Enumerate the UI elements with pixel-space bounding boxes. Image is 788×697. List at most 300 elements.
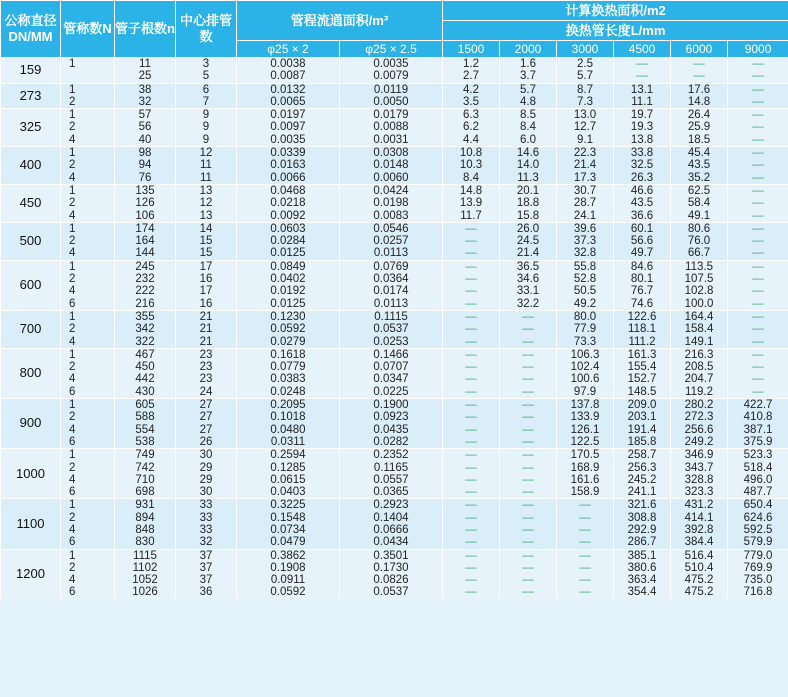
area-3000-cell: 158.9 — [557, 486, 614, 499]
area-6000-cell: 208.5 — [671, 361, 728, 373]
area-2000-cell: — — [500, 512, 557, 524]
table-row — [1, 386, 788, 399]
flow-area-2-5-cell: 0.1165 — [340, 462, 443, 474]
table-row — [1, 58, 788, 71]
area-6000-cell: 100.0 — [671, 298, 728, 311]
area-9000-cell: — — [728, 184, 788, 197]
pass-count-cell: 2 — [61, 361, 115, 373]
area-6000-cell: 256.6 — [671, 424, 728, 436]
center-tubes-cell: 12 — [176, 147, 237, 160]
table-row — [1, 336, 788, 349]
area-6000-cell: 431.2 — [671, 499, 728, 512]
center-tubes-cell: 11 — [176, 159, 237, 171]
area-3000-cell: 32.8 — [557, 247, 614, 260]
tube-count-cell: 322 — [115, 336, 176, 349]
table-row — [1, 424, 788, 436]
flow-area-2-5-cell: 0.0060 — [340, 172, 443, 185]
center-tubes-cell: 23 — [176, 373, 237, 385]
center-tubes-cell: 26 — [176, 436, 237, 449]
pass-count-cell: 4 — [61, 424, 115, 436]
flow-area-2-5-cell: 0.0537 — [340, 586, 443, 598]
tube-count-cell: 164 — [115, 235, 176, 247]
area-6000-cell: 119.2 — [671, 386, 728, 399]
pass-count-cell: 1 — [61, 184, 115, 197]
tube-count-cell: 216 — [115, 298, 176, 311]
area-1500-cell: — — [443, 524, 500, 536]
dn-cell: 900 — [1, 399, 61, 449]
area-6000-cell: 80.6 — [671, 222, 728, 235]
area-9000-cell: — — [728, 348, 788, 361]
center-tubes-cell: 27 — [176, 399, 237, 412]
pass-count-cell: 2 — [61, 273, 115, 285]
area-3000-cell: 9.1 — [557, 134, 614, 147]
area-2000-cell: 26.0 — [500, 222, 557, 235]
area-3000-cell: 137.8 — [557, 399, 614, 412]
area-2000-cell: 32.2 — [500, 298, 557, 311]
center-tubes-cell: 9 — [176, 109, 237, 122]
flow-area-2-cell: 0.1230 — [237, 310, 340, 323]
flow-area-2-5-cell: 0.0347 — [340, 373, 443, 385]
flow-area-2-5-cell: 0.0707 — [340, 361, 443, 373]
area-4500-cell: 321.6 — [614, 499, 671, 512]
tube-count-cell: 126 — [115, 197, 176, 209]
area-4500-cell: 203.1 — [614, 411, 671, 423]
flow-area-2-cell: 0.0197 — [237, 109, 340, 122]
area-6000-cell: 516.4 — [671, 549, 728, 562]
tube-count-cell: 710 — [115, 474, 176, 486]
pass-count-cell: 1 — [61, 222, 115, 235]
area-2000-cell: — — [500, 486, 557, 499]
center-tubes-cell: 16 — [176, 273, 237, 285]
area-6000-cell: 58.4 — [671, 197, 728, 209]
area-3000-cell: 133.9 — [557, 411, 614, 423]
tube-count-cell: 538 — [115, 436, 176, 449]
flow-area-2-cell: 0.0603 — [237, 222, 340, 235]
header-tube-count: 管子根数n — [115, 1, 176, 58]
table-row — [1, 310, 788, 323]
area-1500-cell: — — [443, 247, 500, 260]
table-row — [1, 222, 788, 235]
flow-area-2-cell: 0.0087 — [237, 70, 340, 83]
area-6000-cell: 62.5 — [671, 184, 728, 197]
area-6000-cell: 272.3 — [671, 411, 728, 423]
flow-area-2-cell: 0.0125 — [237, 298, 340, 311]
flow-area-2-5-cell: 0.0364 — [340, 273, 443, 285]
tube-count-cell: 38 — [115, 83, 176, 96]
area-2000-cell: — — [500, 373, 557, 385]
area-3000-cell: 12.7 — [557, 121, 614, 133]
flow-area-2-5-cell: 0.0179 — [340, 109, 443, 122]
area-3000-cell: 55.8 — [557, 260, 614, 273]
pass-count-cell: 4 — [61, 336, 115, 349]
area-2000-cell: 34.6 — [500, 273, 557, 285]
area-2000-cell: — — [500, 449, 557, 462]
center-tubes-cell: 27 — [176, 411, 237, 423]
table-row — [1, 235, 788, 247]
area-6000-cell: — — [671, 58, 728, 71]
table-row — [1, 562, 788, 574]
tube-count-cell: 749 — [115, 449, 176, 462]
table-row — [1, 184, 788, 197]
flow-area-2-cell: 0.0035 — [237, 134, 340, 147]
area-1500-cell: — — [443, 411, 500, 423]
tube-count-cell: 450 — [115, 361, 176, 373]
pass-count-cell: 6 — [61, 386, 115, 399]
center-tubes-cell: 23 — [176, 348, 237, 361]
area-3000-cell: — — [557, 549, 614, 562]
table-row — [1, 260, 788, 273]
table-row — [1, 147, 788, 160]
area-9000-cell: — — [728, 109, 788, 122]
flow-area-2-5-cell: 0.0225 — [340, 386, 443, 399]
pass-count-cell: 1 — [61, 109, 115, 122]
flow-area-2-5-cell: 0.0424 — [340, 184, 443, 197]
flow-area-2-cell: 0.0192 — [237, 285, 340, 297]
pass-count-cell: 2 — [61, 159, 115, 171]
table-row — [1, 83, 788, 96]
area-3000-cell: 161.6 — [557, 474, 614, 486]
table-row — [1, 474, 788, 486]
area-6000-cell: 164.4 — [671, 310, 728, 323]
flow-area-2-5-cell: 0.3501 — [340, 549, 443, 562]
flow-area-2-5-cell: 0.1404 — [340, 512, 443, 524]
area-9000-cell: — — [728, 298, 788, 311]
area-9000-cell: — — [728, 323, 788, 335]
tube-count-cell: 698 — [115, 486, 176, 499]
area-1500-cell: 11.7 — [443, 210, 500, 223]
area-6000-cell: 66.7 — [671, 247, 728, 260]
flow-area-2-cell: 0.0038 — [237, 58, 340, 71]
area-1500-cell: — — [443, 348, 500, 361]
area-9000-cell: — — [728, 210, 788, 223]
flow-area-2-5-cell: 0.0079 — [340, 70, 443, 83]
pass-count-cell: 1 — [61, 260, 115, 273]
flow-area-2-cell: 0.0284 — [237, 235, 340, 247]
tube-count-cell: 135 — [115, 184, 176, 197]
center-tubes-cell: 9 — [176, 134, 237, 147]
area-3000-cell: 30.7 — [557, 184, 614, 197]
area-6000-cell: 35.2 — [671, 172, 728, 185]
area-3000-cell: 73.3 — [557, 336, 614, 349]
area-4500-cell: 76.7 — [614, 285, 671, 297]
area-1500-cell: — — [443, 298, 500, 311]
flow-area-2-cell: 0.0097 — [237, 121, 340, 133]
area-3000-cell: — — [557, 586, 614, 598]
area-6000-cell: 45.4 — [671, 147, 728, 160]
table-row — [1, 512, 788, 524]
area-4500-cell: 308.8 — [614, 512, 671, 524]
area-9000-cell: 422.7 — [728, 399, 788, 412]
flow-area-2-5-cell: 0.0434 — [340, 536, 443, 549]
tube-count-cell: 94 — [115, 159, 176, 171]
area-6000-cell: 384.4 — [671, 536, 728, 549]
area-9000-cell: 375.9 — [728, 436, 788, 449]
area-9000-cell: — — [728, 260, 788, 273]
flow-area-2-5-cell: 0.0923 — [340, 411, 443, 423]
area-3000-cell: 8.7 — [557, 83, 614, 96]
area-2000-cell: — — [500, 499, 557, 512]
area-3000-cell: 49.2 — [557, 298, 614, 311]
area-9000-cell: 496.0 — [728, 474, 788, 486]
table-row — [1, 449, 788, 462]
table-row — [1, 574, 788, 586]
header-length: 2000 — [500, 41, 557, 58]
dn-cell: 500 — [1, 222, 61, 260]
pass-count-cell: 2 — [61, 197, 115, 209]
header-flow-area: 管程流通面积/m³ — [237, 1, 443, 41]
area-6000-cell: 249.2 — [671, 436, 728, 449]
area-9000-cell: 518.4 — [728, 462, 788, 474]
tube-count-cell: 342 — [115, 323, 176, 335]
area-4500-cell: 43.5 — [614, 197, 671, 209]
tube-count-cell: 11 — [115, 58, 176, 71]
flow-area-2-cell: 0.0468 — [237, 184, 340, 197]
tube-count-cell: 245 — [115, 260, 176, 273]
flow-area-2-5-cell: 0.0088 — [340, 121, 443, 133]
flow-area-2-5-cell: 0.0365 — [340, 486, 443, 499]
flow-area-2-5-cell: 0.1115 — [340, 310, 443, 323]
pass-count-cell: 2 — [61, 96, 115, 109]
pass-count-cell: 4 — [61, 574, 115, 586]
area-3000-cell: 80.0 — [557, 310, 614, 323]
area-4500-cell: 380.6 — [614, 562, 671, 574]
area-2000-cell: — — [500, 586, 557, 598]
pass-count-cell — [61, 70, 115, 83]
flow-area-2-5-cell: 0.0308 — [340, 147, 443, 160]
area-9000-cell: 779.0 — [728, 549, 788, 562]
table-row — [1, 586, 788, 598]
area-6000-cell: 43.5 — [671, 159, 728, 171]
flow-area-2-cell: 0.0383 — [237, 373, 340, 385]
flow-area-2-5-cell: 0.0257 — [340, 235, 443, 247]
center-tubes-cell: 33 — [176, 499, 237, 512]
area-1500-cell: — — [443, 399, 500, 412]
area-6000-cell: 113.5 — [671, 260, 728, 273]
flow-area-2-cell: 0.0066 — [237, 172, 340, 185]
area-2000-cell: 6.0 — [500, 134, 557, 147]
tube-count-cell: 605 — [115, 399, 176, 412]
header-heat-area: 计算换热面积/m2 — [443, 1, 788, 21]
area-1500-cell: 1.2 — [443, 58, 500, 71]
area-9000-cell: 650.4 — [728, 499, 788, 512]
center-tubes-cell: 11 — [176, 172, 237, 185]
area-4500-cell: 74.6 — [614, 298, 671, 311]
area-4500-cell: 185.8 — [614, 436, 671, 449]
area-9000-cell: — — [728, 70, 788, 83]
pass-count-cell: 2 — [61, 562, 115, 574]
center-tubes-cell: 29 — [176, 462, 237, 474]
area-2000-cell: — — [500, 549, 557, 562]
area-3000-cell: 50.5 — [557, 285, 614, 297]
flow-area-2-5-cell: 0.1466 — [340, 348, 443, 361]
area-3000-cell: 22.3 — [557, 147, 614, 160]
table-row — [1, 348, 788, 361]
area-4500-cell: 19.3 — [614, 121, 671, 133]
center-tubes-cell: 32 — [176, 536, 237, 549]
flow-area-2-5-cell: 0.0282 — [340, 436, 443, 449]
area-4500-cell: 152.7 — [614, 373, 671, 385]
area-1500-cell: 6.2 — [443, 121, 500, 133]
area-9000-cell: 769.9 — [728, 562, 788, 574]
area-6000-cell: 216.3 — [671, 348, 728, 361]
area-2000-cell: 15.8 — [500, 210, 557, 223]
pass-count-cell: 1 — [61, 310, 115, 323]
area-1500-cell: 13.9 — [443, 197, 500, 209]
flow-area-2-5-cell: 0.0435 — [340, 424, 443, 436]
center-tubes-cell: 36 — [176, 586, 237, 598]
center-tubes-cell: 30 — [176, 449, 237, 462]
area-2000-cell: — — [500, 574, 557, 586]
pass-count-cell: 2 — [61, 411, 115, 423]
area-3000-cell: 126.1 — [557, 424, 614, 436]
center-tubes-cell: 21 — [176, 336, 237, 349]
flow-area-2-5-cell: 0.1730 — [340, 562, 443, 574]
area-2000-cell: 14.0 — [500, 159, 557, 171]
area-3000-cell: — — [557, 536, 614, 549]
area-4500-cell: 148.5 — [614, 386, 671, 399]
flow-area-2-5-cell: 0.0546 — [340, 222, 443, 235]
table-row — [1, 210, 788, 223]
flow-area-2-cell: 0.0218 — [237, 197, 340, 209]
flow-area-2-cell: 0.0734 — [237, 524, 340, 536]
header-dn: 公称直径DN/MM — [1, 1, 61, 58]
tube-count-cell: 588 — [115, 411, 176, 423]
area-1500-cell: 14.8 — [443, 184, 500, 197]
center-tubes-cell: 33 — [176, 512, 237, 524]
flow-area-2-cell: 0.0163 — [237, 159, 340, 171]
area-2000-cell: 1.6 — [500, 58, 557, 71]
center-tubes-cell: 24 — [176, 386, 237, 399]
pass-count-cell: 6 — [61, 536, 115, 549]
flow-area-2-cell: 0.0779 — [237, 361, 340, 373]
area-9000-cell: — — [728, 134, 788, 147]
pass-count-cell: 4 — [61, 373, 115, 385]
area-1500-cell: — — [443, 386, 500, 399]
area-1500-cell: — — [443, 235, 500, 247]
flow-area-2-5-cell: 0.0198 — [340, 197, 443, 209]
tube-count-cell: 1115 — [115, 549, 176, 562]
dn-cell: 400 — [1, 147, 61, 185]
flow-area-2-5-cell: 0.0826 — [340, 574, 443, 586]
area-3000-cell: — — [557, 499, 614, 512]
area-2000-cell: 24.5 — [500, 235, 557, 247]
area-9000-cell: 410.8 — [728, 411, 788, 423]
flow-area-2-5-cell: 0.0174 — [340, 285, 443, 297]
center-tubes-cell: 33 — [176, 524, 237, 536]
table-row — [1, 197, 788, 209]
pass-count-cell: 2 — [61, 512, 115, 524]
flow-area-2-cell: 0.0065 — [237, 96, 340, 109]
area-2000-cell: — — [500, 310, 557, 323]
area-9000-cell: — — [728, 172, 788, 185]
tube-count-cell: 40 — [115, 134, 176, 147]
area-1500-cell: — — [443, 536, 500, 549]
dn-cell: 159 — [1, 58, 61, 84]
tube-count-cell: 76 — [115, 172, 176, 185]
area-4500-cell: 292.9 — [614, 524, 671, 536]
pass-count-cell: 1 — [61, 399, 115, 412]
area-4500-cell: 60.1 — [614, 222, 671, 235]
area-4500-cell: 49.7 — [614, 247, 671, 260]
area-3000-cell: 37.3 — [557, 235, 614, 247]
tube-count-cell: 830 — [115, 536, 176, 549]
pass-count-cell: 4 — [61, 134, 115, 147]
pass-count-cell: 2 — [61, 121, 115, 133]
area-4500-cell: 256.3 — [614, 462, 671, 474]
area-4500-cell: 46.6 — [614, 184, 671, 197]
flow-area-2-5-cell: 0.0035 — [340, 58, 443, 71]
table-row — [1, 524, 788, 536]
flow-area-2-cell: 0.0403 — [237, 486, 340, 499]
tube-count-cell: 57 — [115, 109, 176, 122]
area-4500-cell: — — [614, 70, 671, 83]
table-row — [1, 70, 788, 83]
flow-area-2-cell: 0.0849 — [237, 260, 340, 273]
area-1500-cell: — — [443, 474, 500, 486]
area-6000-cell: 14.8 — [671, 96, 728, 109]
center-tubes-cell: 17 — [176, 260, 237, 273]
header-flow-sub: φ25 × 2 — [237, 41, 340, 58]
flow-area-2-cell: 0.0279 — [237, 336, 340, 349]
area-2000-cell: — — [500, 348, 557, 361]
area-2000-cell: — — [500, 562, 557, 574]
area-3000-cell: 102.4 — [557, 361, 614, 373]
header-length: 6000 — [671, 41, 728, 58]
area-6000-cell: — — [671, 70, 728, 83]
area-4500-cell: 32.5 — [614, 159, 671, 171]
area-6000-cell: 18.5 — [671, 134, 728, 147]
center-tubes-cell: 3 — [176, 58, 237, 71]
area-1500-cell: — — [443, 486, 500, 499]
area-9000-cell: 716.8 — [728, 586, 788, 598]
area-2000-cell: 8.4 — [500, 121, 557, 133]
area-9000-cell: — — [728, 159, 788, 171]
area-1500-cell: — — [443, 336, 500, 349]
area-2000-cell: — — [500, 336, 557, 349]
area-3000-cell: 106.3 — [557, 348, 614, 361]
center-tubes-cell: 37 — [176, 549, 237, 562]
area-6000-cell: 414.1 — [671, 512, 728, 524]
flow-area-2-5-cell: 0.0557 — [340, 474, 443, 486]
area-1500-cell: — — [443, 499, 500, 512]
area-9000-cell: — — [728, 247, 788, 260]
area-9000-cell: 579.9 — [728, 536, 788, 549]
area-1500-cell: 3.5 — [443, 96, 500, 109]
area-3000-cell: 28.7 — [557, 197, 614, 209]
area-9000-cell: — — [728, 197, 788, 209]
area-9000-cell: 523.3 — [728, 449, 788, 462]
area-1500-cell: — — [443, 562, 500, 574]
flow-area-2-cell: 0.3225 — [237, 499, 340, 512]
area-9000-cell: — — [728, 58, 788, 71]
center-tubes-cell: 12 — [176, 197, 237, 209]
area-4500-cell: 36.6 — [614, 210, 671, 223]
dn-cell: 1200 — [1, 549, 61, 599]
table-row — [1, 486, 788, 499]
area-2000-cell: 20.1 — [500, 184, 557, 197]
table-row — [1, 172, 788, 185]
area-6000-cell: 149.1 — [671, 336, 728, 349]
area-3000-cell: 170.5 — [557, 449, 614, 462]
area-6000-cell: 25.9 — [671, 121, 728, 133]
tube-count-cell: 931 — [115, 499, 176, 512]
pass-count-cell: 1 — [61, 58, 115, 71]
tube-count-cell: 848 — [115, 524, 176, 536]
pass-count-cell: 1 — [61, 499, 115, 512]
table-row — [1, 285, 788, 297]
area-2000-cell: 36.5 — [500, 260, 557, 273]
area-6000-cell: 17.6 — [671, 83, 728, 96]
